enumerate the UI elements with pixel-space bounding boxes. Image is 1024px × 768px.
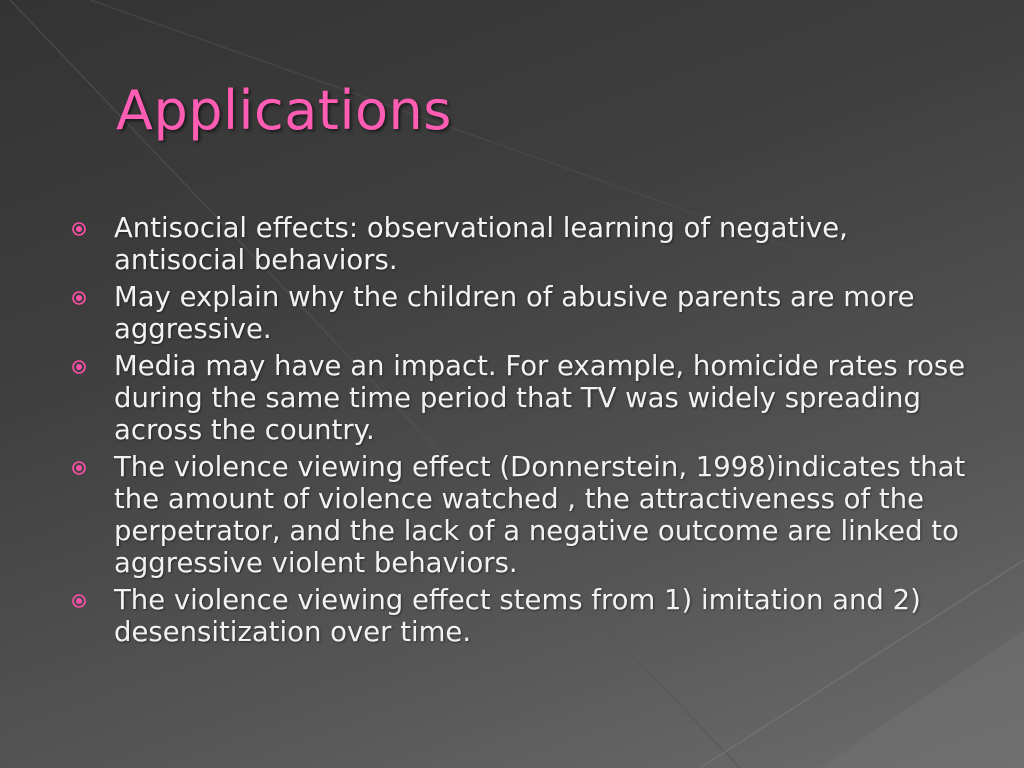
bullet-text: Antisocial effects: observational learning of negative, antisocial behaviors. [114,212,848,276]
bullet-text: Media may have an impact. For example, homicide rates rose during the same time period that TV was widely spreading across the country. [114,350,966,446]
radio-bullet-icon [72,291,86,305]
bullet-text: May explain why the children of abusive parents are more aggressive. [114,281,915,345]
radio-bullet-icon [72,222,86,236]
bullet-text: The violence viewing effect stems from 1) imitation and 2) desensitization over time. [114,584,921,648]
bullet-item-1 [72,212,972,276]
radio-bullet-icon [72,360,86,374]
bullet-item-4 [72,451,972,579]
bullet-text: The violence viewing effect (Donnerstein, 1998)indicates that the amount of violence watched , the attractiveness of the perpetrator, and the lack of a negative outcome are linked to aggressive violent behaviors. [114,451,966,579]
radio-bullet-icon [72,461,86,475]
bullet-item-3 [72,350,972,446]
bullet-item-5 [72,584,972,648]
bullet-item-2 [72,281,972,345]
bullet-list [72,212,972,653]
slide-title: Applications [116,79,452,142]
radio-bullet-icon [72,594,86,608]
